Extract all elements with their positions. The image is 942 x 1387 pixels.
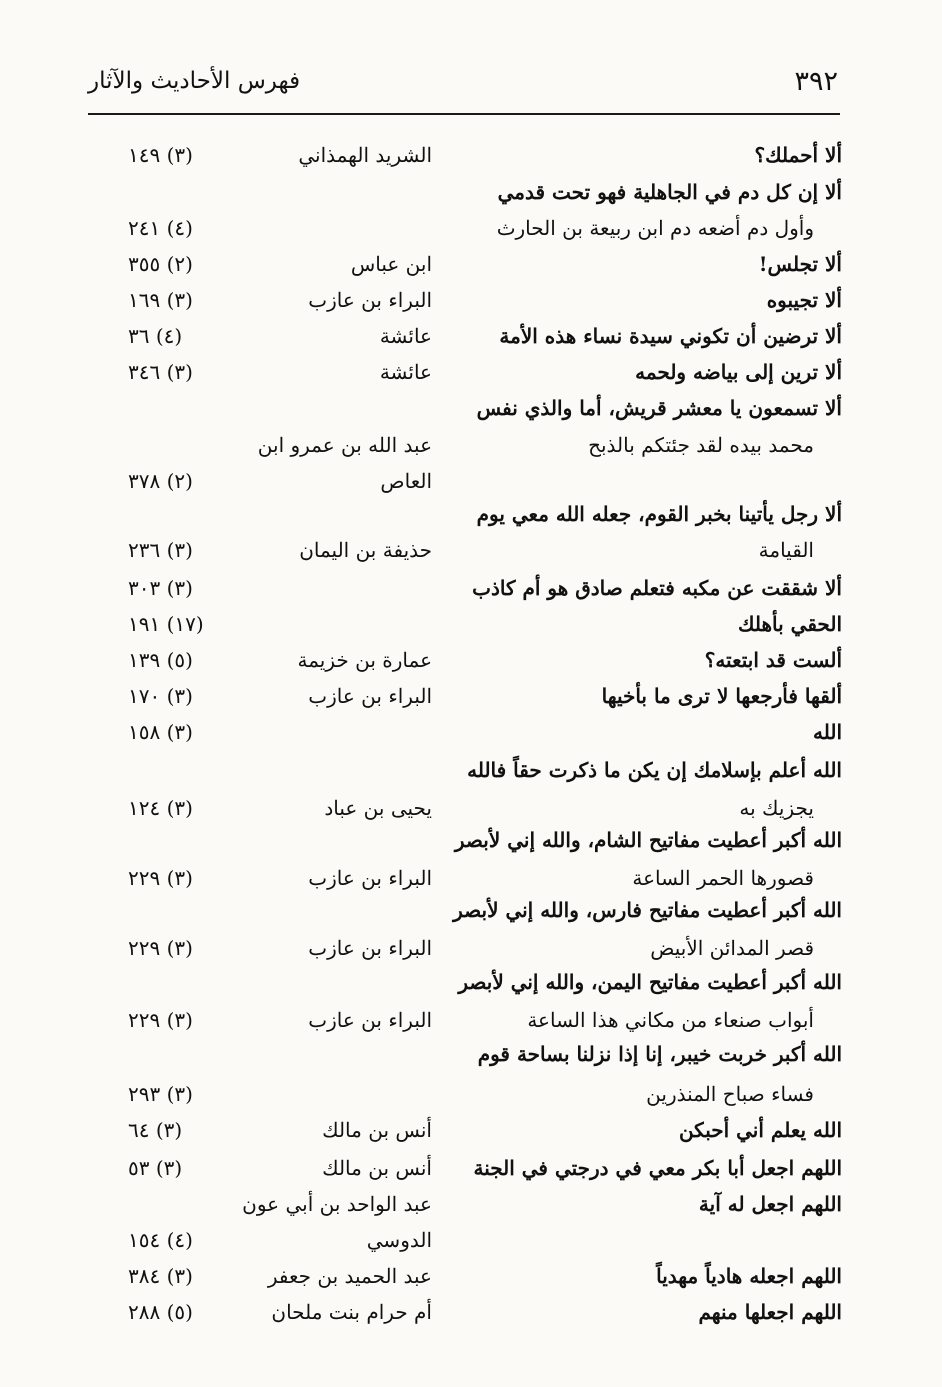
index-row (0, 678, 942, 714)
hadith-text: ألا أحملك؟ (754, 143, 842, 167)
narrator-name: البراء بن عازب (308, 684, 432, 708)
narrator-name: أنس بن مالك (322, 1118, 432, 1142)
hadith-text: وأول دم أضعه دم ابن ربيعة بن الحارث (496, 216, 814, 240)
index-row (0, 463, 942, 499)
narrator-name: البراء بن عازب (308, 1008, 432, 1032)
index-row (0, 137, 942, 173)
hadith-text: محمد بيده لقد جئتكم بالذبح (588, 433, 814, 457)
hadith-text: قصر المدائن الأبيض (650, 936, 814, 960)
reference: (٤) ٣٦ (128, 324, 183, 348)
reference: (٣) ٣٠٣ (128, 576, 193, 600)
reference: (٣) ٢٢٩ (128, 1008, 193, 1032)
index-row (0, 790, 942, 826)
reference: (٥) ١٣٩ (128, 648, 193, 672)
reference: (٣) ١٦٩ (128, 288, 193, 312)
narrator-name: العاص (380, 469, 432, 493)
index-row (0, 1150, 942, 1186)
reference: (٣) ٢٢٩ (128, 866, 193, 890)
index-row (0, 282, 942, 318)
narrator-name: البراء بن عازب (308, 866, 432, 890)
index-row (0, 210, 942, 246)
index-row (0, 354, 942, 390)
reference: (٢) ٣٥٥ (128, 252, 193, 276)
narrator-name: الدوسي (366, 1228, 432, 1252)
reference: (٣) ٦٤ (128, 1118, 183, 1142)
hadith-text: أبواب صنعاء من مكاني هذا الساعة (527, 1008, 814, 1032)
index-row (0, 964, 942, 1000)
index-row (0, 390, 942, 426)
hadith-text: الله أكبر أعطيت مفاتيح فارس، والله إني لأبصر (453, 898, 842, 922)
index-row (0, 1036, 942, 1072)
index-row (0, 1112, 942, 1148)
reference: (٣) ٢٢٩ (128, 936, 193, 960)
reference: (٣) ١٤٩ (128, 143, 193, 167)
narrator-name: أم حرام بنت ملحان (271, 1300, 432, 1324)
hadith-text: ألا ترين إلى بياضه ولحمه (635, 360, 842, 384)
index-row (0, 1294, 942, 1330)
hadith-text: اللهم اجعل له آية (698, 1192, 842, 1216)
narrator-name: حذيفة بن اليمان (299, 538, 432, 562)
index-row (0, 318, 942, 354)
hadith-text: القيامة (758, 538, 814, 562)
hadith-text: ألا رجل يأتينا بخبر القوم، جعله الله معي يوم (476, 502, 842, 526)
reference: (٣) ١٥٨ (128, 720, 193, 744)
hadith-text: ألا تجيبوه (766, 288, 842, 312)
hadith-text: ألا تسمعون يا معشر قريش، أما والذي نفس (476, 396, 842, 420)
hadith-text: اللهم اجعلها منهم (698, 1300, 842, 1324)
hadith-text: اللهم اجعله هادياً مهدياً (656, 1264, 842, 1288)
reference: (٣) ٣٨٤ (128, 1264, 193, 1288)
hadith-text: اللهم اجعل أبا بكر معي في درجتي في الجنة (473, 1156, 842, 1180)
hadith-text: يجزيك به (739, 796, 814, 820)
index-row (0, 714, 942, 750)
index-row (0, 1222, 942, 1258)
reference: (٣) ١٢٤ (128, 796, 193, 820)
running-title: فهرس الأحاديث والآثار (88, 68, 301, 94)
reference: (٤) ١٥٤ (128, 1228, 193, 1252)
hadith-text: الله أكبر أعطيت مفاتيح اليمن، والله إني لأبصر (458, 970, 842, 994)
hadith-text: ألا شققت عن مكبه فتعلم صادق هو أم كاذب (472, 576, 842, 600)
reference: (٣) ٢٩٣ (128, 1082, 193, 1106)
narrator-name: الشريد الهمذاني (298, 143, 432, 167)
index-row (0, 246, 942, 282)
reference: (٥) ٢٨٨ (128, 1300, 193, 1324)
index-row (0, 174, 942, 210)
hadith-text: ألا ترضين أن تكوني سيدة نساء هذه الأمة (499, 324, 842, 348)
hadith-text: الله أعلم بإسلامك إن يكن ما ذكرت حقاً فالله (467, 758, 842, 782)
index-row (0, 1076, 942, 1112)
index-row (0, 822, 942, 858)
index-row (0, 1002, 942, 1038)
narrator-name: عبد الحميد بن جعفر (267, 1264, 432, 1288)
hadith-text: ألا إن كل دم في الجاهلية فهو تحت قدمي (497, 180, 842, 204)
reference: (٤) ٢٤١ (128, 216, 193, 240)
narrator-name: البراء بن عازب (308, 936, 432, 960)
index-row (0, 930, 942, 966)
page-number: ٣٩٢ (794, 66, 838, 97)
index-row (0, 427, 942, 463)
narrator-name: عبد الله بن عمرو ابن (257, 433, 432, 457)
index-row (0, 752, 942, 788)
reference: (٣) ٣٤٦ (128, 360, 193, 384)
reference: (٢) ٣٧٨ (128, 469, 193, 493)
narrator-name: يحيى بن عباد (324, 796, 432, 820)
reference: (٣) ٥٣ (128, 1156, 183, 1180)
index-row (0, 1258, 942, 1294)
narrator-name: ابن عباس (350, 252, 432, 276)
index-row (0, 570, 942, 606)
index-row (0, 532, 942, 568)
index-row (0, 606, 942, 642)
narrator-name: عائشة (379, 360, 432, 384)
index-row (0, 892, 942, 928)
narrator-name: البراء بن عازب (308, 288, 432, 312)
reference: (١٧) ١٩١ (128, 612, 204, 636)
hadith-text: الله (813, 720, 842, 744)
index-row (0, 860, 942, 896)
hadith-text: الله أكبر أعطيت مفاتيح الشام، والله إني لأبصر (454, 828, 842, 852)
hadith-text: ألست قد ابتعته؟ (704, 648, 842, 672)
hadith-text: الحقي بأهلك (738, 612, 842, 636)
hadith-text: فساء صباح المنذرين (646, 1082, 814, 1106)
index-row (0, 1186, 942, 1222)
index-row (0, 496, 942, 532)
narrator-name: عائشة (379, 324, 432, 348)
reference: (٣) ١٧٠ (128, 684, 193, 708)
narrator-name: عبد الواحد بن أبي عون (242, 1192, 432, 1216)
index-row (0, 642, 942, 678)
narrator-name: عمارة بن خزيمة (297, 648, 432, 672)
hadith-text: ألقها فأرجعها لا ترى ما بأخيها (601, 684, 842, 708)
hadith-text: الله يعلم أني أحبكن (678, 1118, 842, 1142)
hadith-text: ألا تجلس! (758, 252, 842, 276)
hadith-text: الله أكبر خربت خيبر، إنا إذا نزلنا بساحة قوم (477, 1042, 842, 1066)
hadith-text: قصورها الحمر الساعة (632, 866, 814, 890)
reference: (٣) ٢٣٦ (128, 538, 193, 562)
narrator-name: أنس بن مالك (322, 1156, 432, 1180)
